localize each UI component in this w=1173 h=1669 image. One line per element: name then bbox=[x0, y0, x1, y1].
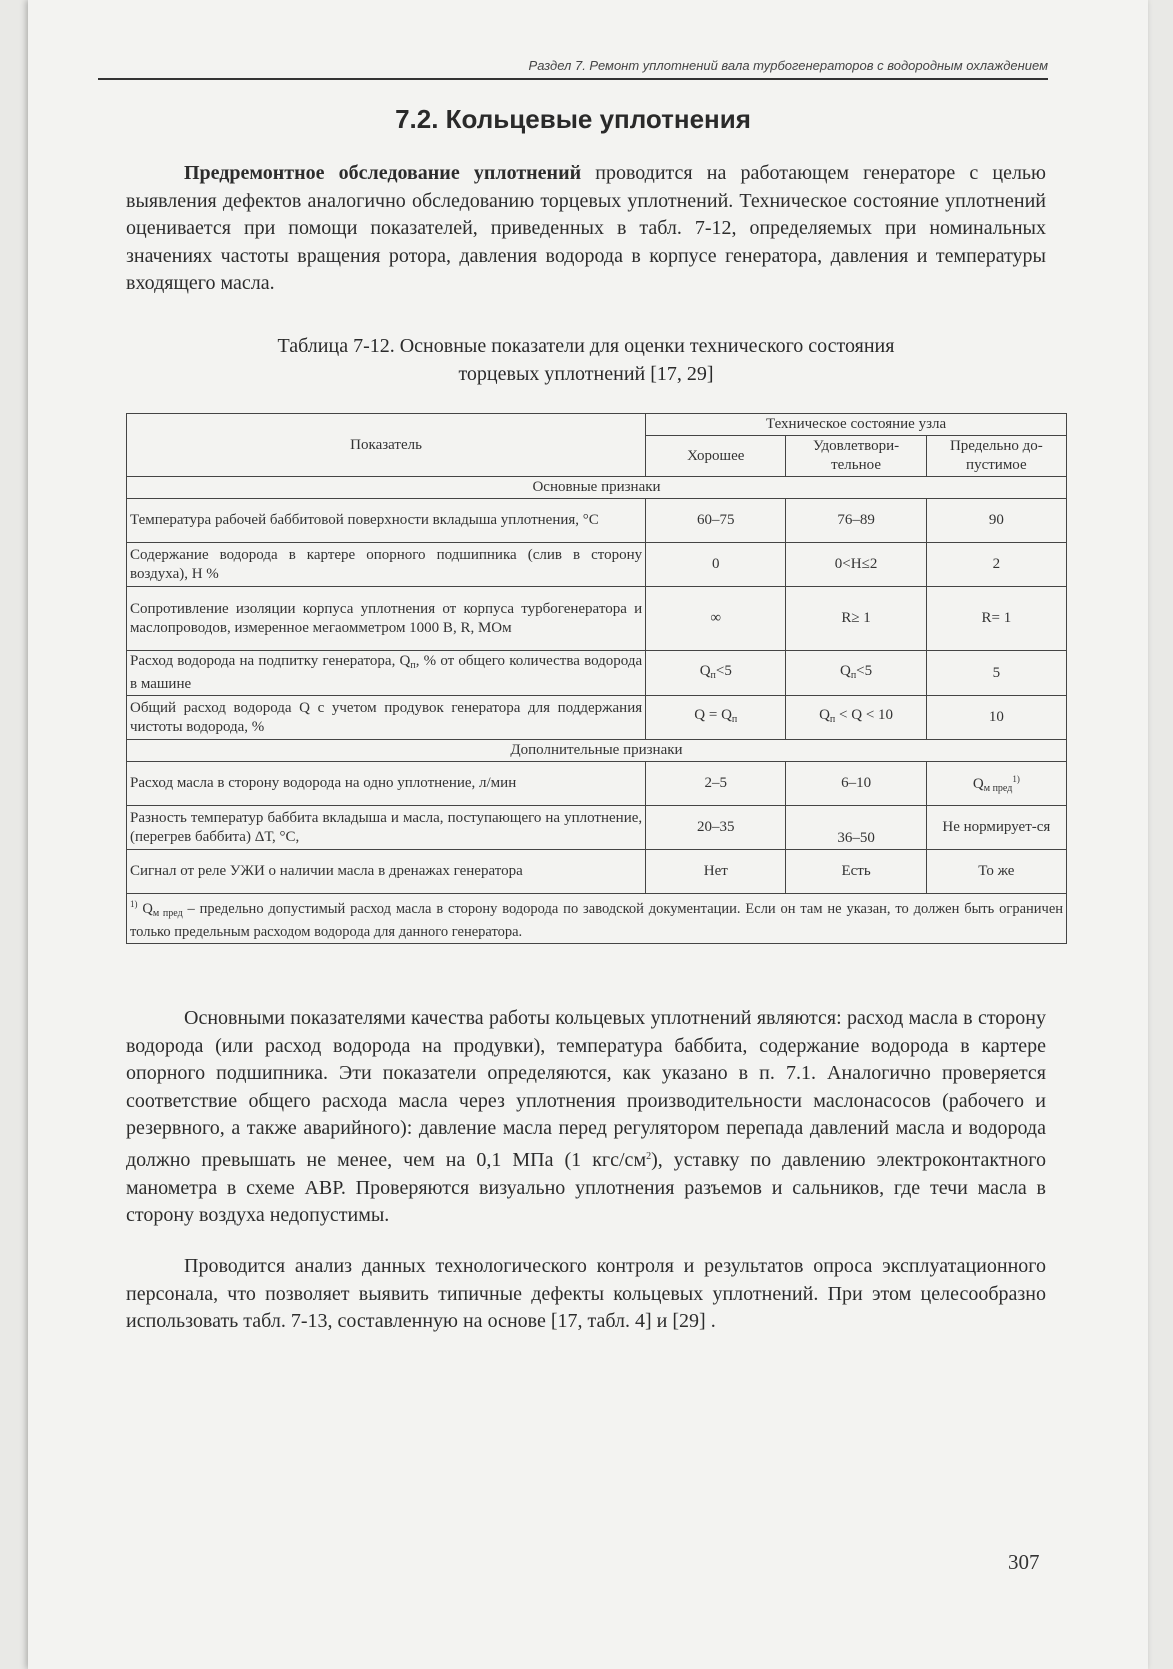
row-limit: Не нормирует-ся bbox=[926, 806, 1066, 850]
table-footnote bbox=[127, 894, 1067, 944]
intro-paragraph bbox=[126, 160, 1046, 298]
table-row bbox=[127, 543, 1067, 587]
row-limit: 90 bbox=[926, 499, 1066, 543]
header-satisfactory: Удовлетвори-тельное bbox=[786, 436, 926, 477]
sat-tail: < Q < 10 bbox=[835, 707, 894, 723]
row-good: Нет bbox=[646, 850, 786, 894]
table-row bbox=[127, 806, 1067, 850]
good-sub: п bbox=[710, 669, 716, 681]
running-head: Раздел 7. Ремонт уплотнений вала турбогенераторов с водородным охлаждением bbox=[528, 58, 1048, 73]
row-good: 20–35 bbox=[646, 806, 786, 850]
section-main: Основные признаки bbox=[127, 477, 1067, 499]
row-desc: Сигнал от реле УЖИ о наличии масла в дренажах генератора bbox=[127, 850, 646, 894]
header-indicator: Показатель bbox=[127, 414, 646, 477]
table-row bbox=[127, 651, 1067, 696]
footnote-marker: 1) bbox=[130, 899, 138, 909]
sat-tail: <5 bbox=[856, 662, 873, 679]
header-rule bbox=[98, 78, 1048, 80]
indicators-table bbox=[126, 413, 1067, 944]
row-desc-sub: п bbox=[410, 660, 416, 671]
section-title: 7.2. Кольцевые уплотнения bbox=[395, 104, 751, 134]
row-satisfactory: R≥ 1 bbox=[786, 587, 926, 651]
row-desc: Расход масла в сторону водорода на одно уплотнение, л/мин bbox=[127, 762, 646, 806]
good-tail: <5 bbox=[715, 662, 732, 679]
row-desc: Общий расход водорода Q с учетом продувок генератора для поддержания чистоты водорода, % bbox=[127, 696, 646, 740]
good-sub: п bbox=[731, 714, 738, 725]
limit-sup: 1) bbox=[1012, 773, 1020, 784]
row-good: 2–5 bbox=[646, 762, 786, 806]
row-limit: R= 1 bbox=[926, 587, 1066, 651]
intro-bold-lead: Предремонтное обследование уплотнений bbox=[184, 162, 582, 184]
header-state-group: Техническое состояние узла bbox=[646, 414, 1067, 436]
footnote-q-sub: м пред bbox=[152, 908, 183, 919]
table-caption bbox=[128, 332, 1044, 388]
section-additional: Дополнительные признаки bbox=[127, 740, 1067, 762]
row-satisfactory: 0<Н≤2 bbox=[786, 543, 926, 587]
row-desc bbox=[127, 651, 646, 696]
row-satisfactory: 36–50 bbox=[786, 806, 926, 850]
row-satisfactory bbox=[786, 651, 926, 696]
limit-q: Q bbox=[972, 775, 984, 792]
table-row bbox=[127, 499, 1067, 543]
intro-text: проводится на работающем генераторе с целью выявления дефектов аналогично обследованию торцевых уплотнений. Техническое состояние уплотнений оценивается при помощи показателей, приведенных в табл. 7-12, определяемых при номинальных значениях частоты вращения ротора, давления водорода в корпусе генератора, давления и температуры входящего масла. bbox=[126, 162, 1046, 295]
sat-sub: п bbox=[850, 669, 857, 681]
row-limit: То же bbox=[926, 850, 1066, 894]
row-good bbox=[646, 651, 786, 696]
sat-a: Q bbox=[819, 707, 830, 723]
table-row bbox=[127, 696, 1067, 740]
row-desc-text: Расход водорода на подпитку генератора, Q bbox=[130, 653, 411, 669]
row-satisfactory: Есть bbox=[786, 850, 926, 894]
row-desc: Содержание водорода в картере опорного подшипника (слив в сторону воздуха), Н % bbox=[127, 543, 646, 587]
good-q: Q bbox=[699, 662, 711, 679]
sat-sub: п bbox=[829, 714, 836, 725]
row-satisfactory: 6–10 bbox=[786, 762, 926, 806]
row-good: ∞ bbox=[646, 587, 786, 651]
table-caption-line1: Таблица 7-12. Основные показатели для оценки технического состояния bbox=[277, 335, 895, 357]
footnote-text: – предельно допустимый расход масла в сторону водорода по заводской документации. Если он там не указан, то должен быть ограничен только предельным расходом водорода для данного генератора. bbox=[130, 901, 1064, 940]
header-good: Хорошее bbox=[646, 436, 786, 477]
table-caption-line2: торцевых уплотнений [17, 29] bbox=[458, 363, 714, 385]
row-desc-tail: , % от общего количества водорода в машине bbox=[130, 653, 643, 692]
header-limit: Предельно до-пустимое bbox=[926, 436, 1066, 477]
body-paragraph-2 bbox=[126, 1005, 1046, 1230]
good-a: Q = Q bbox=[694, 707, 732, 723]
page-number: 307 bbox=[1008, 1550, 1040, 1574]
row-good bbox=[646, 696, 786, 740]
table-row bbox=[127, 762, 1067, 806]
footnote-q: Q bbox=[142, 901, 153, 917]
sat-q: Q bbox=[839, 662, 851, 679]
row-satisfactory: 76–89 bbox=[786, 499, 926, 543]
row-limit: 10 bbox=[926, 696, 1066, 740]
row-limit: 5 bbox=[926, 651, 1066, 696]
row-limit bbox=[926, 762, 1066, 806]
row-limit: 2 bbox=[926, 543, 1066, 587]
book-page bbox=[28, 0, 1148, 1669]
body-paragraph-3: Проводится анализ данных технологического контроля и результатов опроса эксплуатационного персонала, что позволяет выявить типичные дефекты кольцевых уплотнений. При этом целесообразно использовать табл. 7-13, составленную на основе [17, табл. 4] и [29] . bbox=[126, 1255, 1046, 1333]
para2-part1: Основными показателями качества работы кольцевых уплотнений являются: расход масла в сторону водорода (или расход водорода на продувки), температура баббита, содержание водорода в картере опорного подшипника. Эти показатели определяются, как указано в п. 7.1. Аналогично проверяется соответствие общего расхода масла через уплотнения производительности маслонасосов (рабочего и резервного, а также аварийного): давление масла перед регулятором перепада давлений масла и водорода должно превышать не менее, чем на 0,1 МПа (1 кгс/см bbox=[126, 1007, 1046, 1171]
row-good: 60–75 bbox=[646, 499, 786, 543]
row-desc: Сопротивление изоляции корпуса уплотнения от корпуса турбогенератора и маслопроводов, измеренное мегаомметром 1000 В, R, МОм bbox=[127, 587, 646, 651]
table-row bbox=[127, 850, 1067, 894]
para2-part2: ), уставку по давлению электроконтактного манометра в схеме АВР. Проверяются визуально уплотнения разъемов и сальников, где течи масла в сторону воздуха недопустимы. bbox=[126, 1148, 1047, 1227]
row-desc: Температура рабочей баббитовой поверхности вкладыша уплотнения, °С bbox=[127, 499, 646, 543]
row-satisfactory bbox=[786, 696, 926, 740]
limit-sub: м пред bbox=[983, 782, 1013, 794]
row-good: 0 bbox=[646, 543, 786, 587]
table-row bbox=[127, 587, 1067, 651]
row-desc: Разность температур баббита вкладыша и масла, поступающего на уплотнение, (перегрев баббита) ΔТ, °С, bbox=[127, 806, 646, 850]
para2-sup: 2 bbox=[646, 1150, 652, 1162]
